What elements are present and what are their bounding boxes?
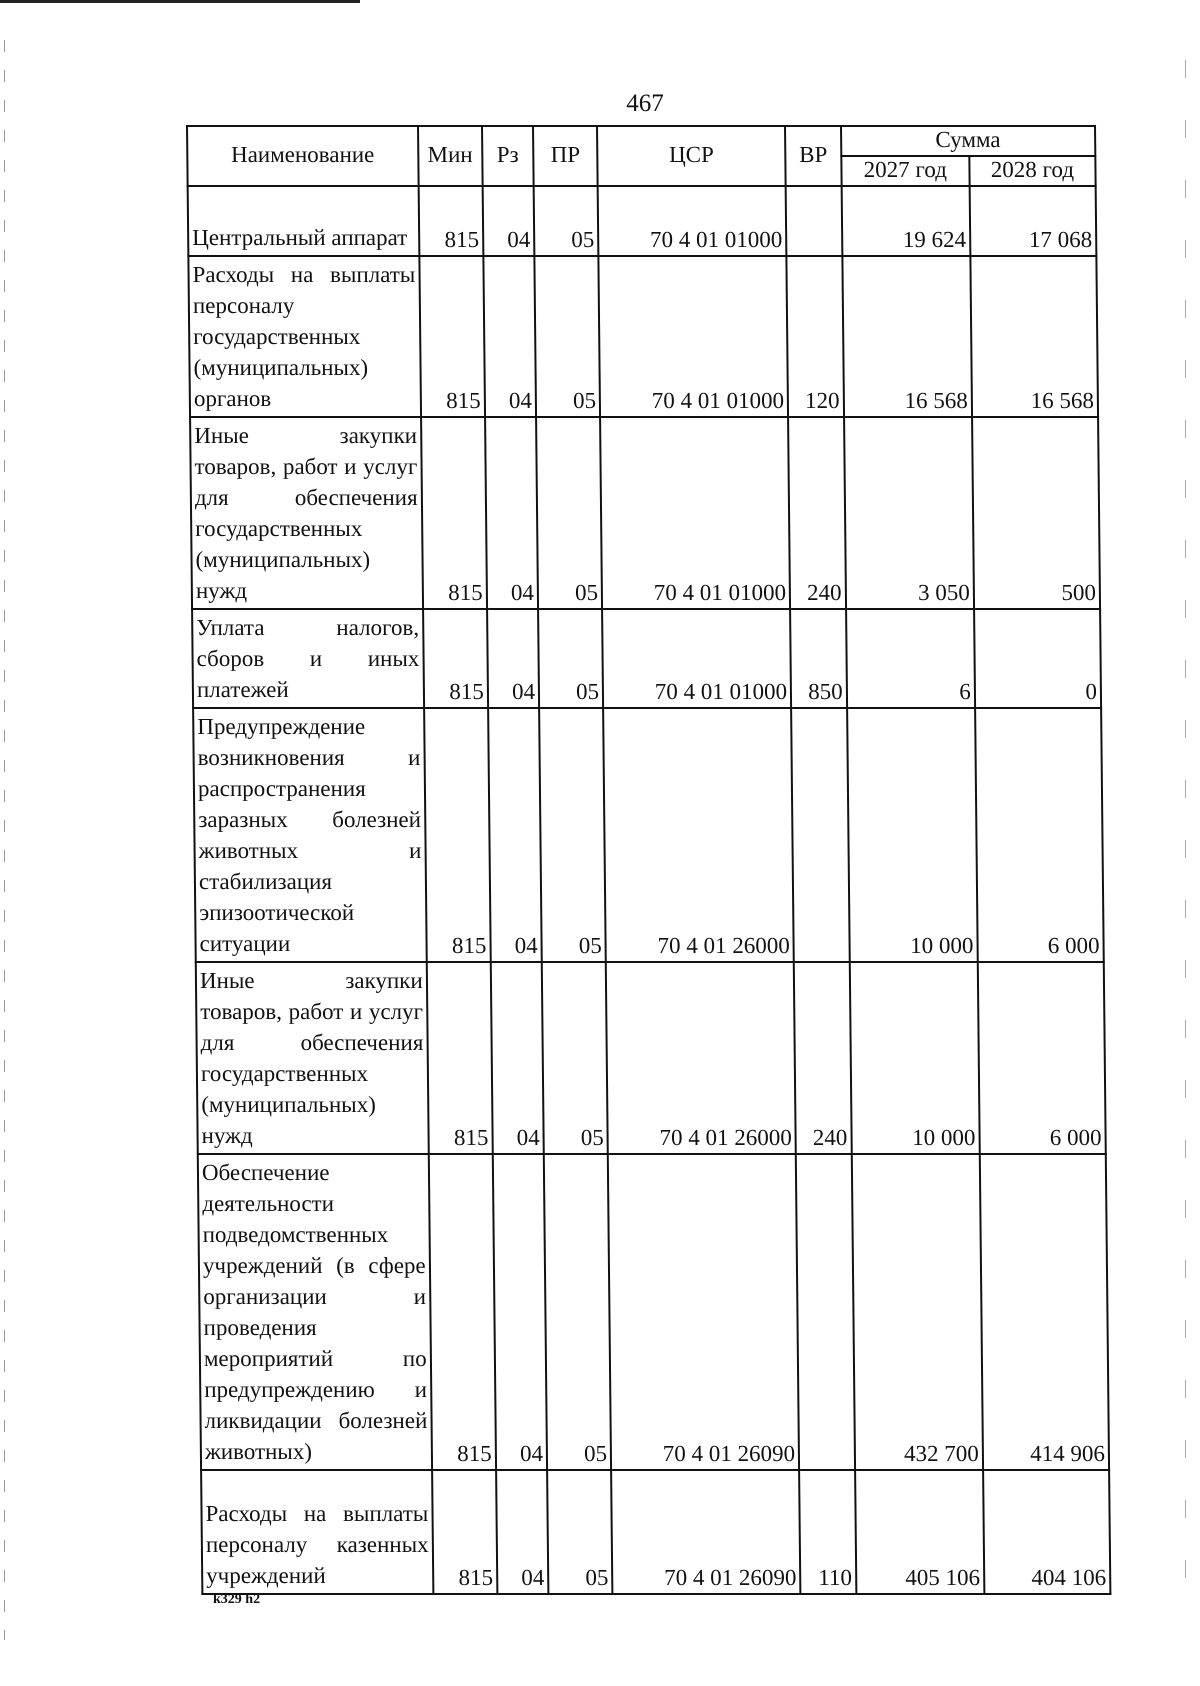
row-min: 815 xyxy=(426,962,492,1154)
scan-edge-top xyxy=(0,0,360,3)
row-sum-2027: 16 568 xyxy=(842,256,972,417)
row-pr: 05 xyxy=(536,417,602,609)
row-rz: 04 xyxy=(496,1470,549,1594)
row-sum-2027: 3 050 xyxy=(844,417,974,609)
row-pr: 05 xyxy=(538,609,603,708)
row-rz: 04 xyxy=(483,256,536,417)
row-name: Иные закупки товаров, работ и услуг для обеспечения государственных (муниципальных) нужд xyxy=(190,417,423,609)
row-min: 815 xyxy=(424,708,491,962)
table-row xyxy=(192,609,1101,708)
row-csr: 70 4 01 01000 xyxy=(602,609,791,708)
row-sum-2027: 19 624 xyxy=(841,194,970,256)
row-vr xyxy=(791,708,849,962)
row-csr: 70 4 01 26090 xyxy=(608,1154,799,1470)
row-csr: 70 4 01 01000 xyxy=(599,256,789,417)
row-name: Уплата налогов, сборов и иных платежей xyxy=(192,609,424,708)
row-sum-2028: 414 906 xyxy=(980,1154,1109,1470)
row-min: 815 xyxy=(429,1154,496,1470)
header-vr: ВР xyxy=(785,126,841,186)
scan-edge-right xyxy=(1185,60,1186,1620)
row-rz: 04 xyxy=(487,609,539,708)
row-vr xyxy=(796,1154,855,1470)
row-sum-2027: 10 000 xyxy=(847,708,978,962)
table-row xyxy=(188,194,1097,256)
row-rz: 04 xyxy=(493,1154,548,1470)
row-rz: 04 xyxy=(491,962,544,1154)
row-sum-2028: 6 000 xyxy=(978,962,1106,1154)
table-row xyxy=(193,708,1104,962)
row-csr: 70 4 01 01000 xyxy=(598,194,787,256)
row-sum-2028: 0 xyxy=(974,609,1101,708)
row-min: 815 xyxy=(432,1470,497,1594)
row-min: 815 xyxy=(419,256,485,417)
row-sum-2028: 6 000 xyxy=(975,708,1104,962)
row-sum-2027: 6 xyxy=(846,609,975,708)
row-name: Предупреждение возникновения и распространения заразных болезней животных и стабилизация эпизоотической ситуации xyxy=(193,708,426,962)
header-csr: ЦСР xyxy=(597,126,786,186)
row-pr: 05 xyxy=(542,962,608,1154)
row-vr: 120 xyxy=(787,256,844,417)
row-sum-2028: 500 xyxy=(972,417,1100,609)
header-pr: ПР xyxy=(533,126,598,186)
row-pr: 05 xyxy=(544,1154,611,1470)
row-min: 815 xyxy=(421,417,487,609)
row-pr: 05 xyxy=(547,1470,612,1594)
row-vr: 240 xyxy=(788,417,846,609)
table-row xyxy=(201,1470,1110,1594)
row-name: Расходы на выплаты персоналу государственных (муниципальных) органов xyxy=(188,256,420,417)
row-csr: 70 4 01 01000 xyxy=(600,417,790,609)
row-rz: 04 xyxy=(483,194,535,256)
header-year-2028: 2028 год xyxy=(969,156,1095,186)
row-name: Центральный аппарат xyxy=(188,194,419,256)
row-sum-2027: 405 106 xyxy=(855,1470,984,1594)
table-row xyxy=(198,1154,1109,1470)
row-sum-2028: 16 568 xyxy=(970,256,1098,417)
row-sum-2027: 432 700 xyxy=(851,1154,982,1470)
row-vr: 110 xyxy=(799,1470,856,1594)
row-name: Обеспечение деятельности подведомственных учреждений (в сфере организации и проведения мероприятий по предупреждению и ликвидации болезней животных) xyxy=(198,1154,432,1470)
row-pr: 05 xyxy=(534,256,600,417)
row-pr: 05 xyxy=(539,708,606,962)
header-min: Мин xyxy=(418,126,483,186)
scan-edge-left xyxy=(4,40,5,1640)
row-csr: 70 4 01 26000 xyxy=(606,962,796,1154)
row-vr xyxy=(786,194,842,256)
row-sum-2028: 17 068 xyxy=(970,194,1097,256)
row-vr: 240 xyxy=(794,962,852,1154)
budget-table xyxy=(186,125,1111,1595)
table-row xyxy=(190,417,1100,609)
row-sum-2027: 10 000 xyxy=(849,962,979,1154)
row-name: Иные закупки товаров, работ и услуг для обеспечения государственных (муниципальных) нужд xyxy=(196,962,429,1154)
row-pr: 05 xyxy=(534,194,599,256)
row-min: 815 xyxy=(418,194,483,256)
table-row xyxy=(188,256,1098,417)
table-row xyxy=(196,962,1106,1154)
row-sum-2028: 404 106 xyxy=(983,1470,1110,1594)
row-csr: 70 4 01 26090 xyxy=(611,1470,800,1594)
row-rz: 04 xyxy=(485,417,538,609)
header-year-2027: 2027 год xyxy=(841,156,969,186)
header-rz: Рз xyxy=(482,126,534,186)
footer-document-code: k329 h2 xyxy=(213,1592,261,1607)
row-rz: 04 xyxy=(488,708,542,962)
row-csr: 70 4 01 26000 xyxy=(603,708,794,962)
row-vr: 850 xyxy=(790,609,847,708)
row-name: Расходы на выплаты персоналу казенных учреждений xyxy=(201,1470,433,1594)
header-name: Наименование xyxy=(187,126,418,186)
page-number: 467 xyxy=(626,90,664,117)
header-sum: Сумма xyxy=(841,126,1096,156)
row-min: 815 xyxy=(423,609,488,708)
